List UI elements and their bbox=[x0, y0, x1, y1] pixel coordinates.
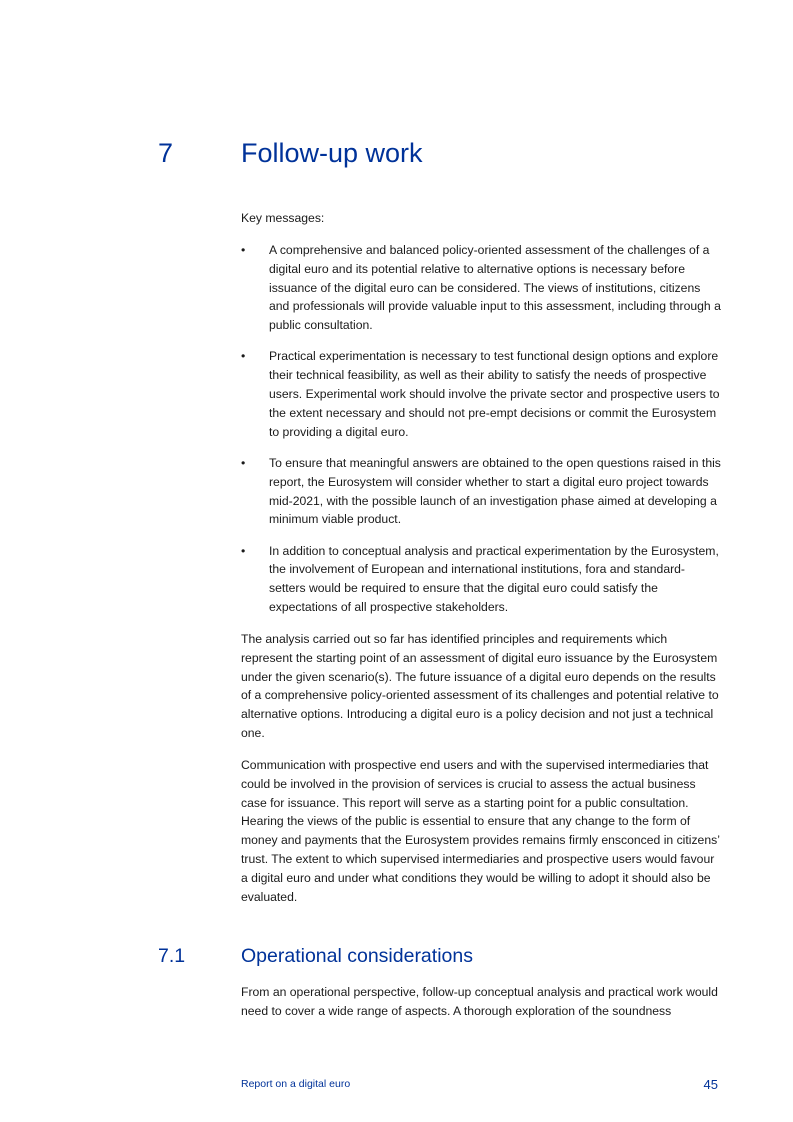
chapter-title: Follow-up work bbox=[241, 138, 423, 168]
list-item-text: In addition to conceptual analysis and practical experimentation by the Eurosystem, the involvement of European and international institutions, fora and standard-setters would be required to ensure that the digital euro could satisfy the expectations of all prospective stakeholders. bbox=[269, 543, 719, 615]
section-title: Operational considerations bbox=[241, 945, 473, 967]
list-item-text: To ensure that meaningful answers are obtained to the open questions raised in this report, the Eurosystem will consider whether to start a digital euro project towards mid-2021, with the possible launch of an investigation phase aimed at developing a minimum viable product. bbox=[269, 455, 721, 527]
list-item bbox=[241, 454, 721, 529]
list-item-text: A comprehensive and balanced policy-oriented assessment of the challenges of a digital euro and its potential relative to alternative options is necessary before issuance of the digital euro can be considered. The views of institutions, citizens and professionals will provide valuable input to this assessment, including through a public consultation. bbox=[269, 243, 721, 333]
body-paragraph: Communication with prospective end users and with the supervised intermediaries that could be involved in the provision of services is crucial to assess the actual business case for issuance. This report will serve as a starting point for a public consultation. Hearing the views of the public is essential to ensure that any change to the form of money and payments that the Eurosystem provides remains firmly ensconced in citizens’ trust. The extent to which supervised intermediaries and prospective users would favour a digital euro and under what conditions they would be willing to adopt it should also be evaluated. bbox=[241, 758, 720, 904]
chapter-number: 7 bbox=[158, 138, 174, 168]
list-item-text: Practical experimentation is necessary to test functional design options and explore their technical feasibility, as well as their ability to satisfy the needs of prospective users. Experimental work should involve the private sector and prospective users to the extent necessary and should not pre-empt decisions or commit the Eurosystem to providing a digital euro. bbox=[269, 349, 720, 439]
key-messages-list bbox=[241, 241, 721, 629]
footer-report-title: Report on a digital euro bbox=[241, 1078, 351, 1090]
bullet-icon: • bbox=[241, 543, 246, 558]
section-intro-paragraph: From an operational perspective, follow-up conceptual analysis and practical work would need to cover a wide range of aspects. A thorough exploration of the soundness bbox=[241, 985, 718, 1018]
page-number: 45 bbox=[703, 1077, 718, 1092]
bullet-icon: • bbox=[241, 349, 246, 364]
bullet-icon: • bbox=[241, 243, 246, 257]
bullet-icon: • bbox=[241, 455, 246, 470]
list-item bbox=[241, 241, 721, 335]
list-item bbox=[241, 542, 721, 617]
section-number: 7.1 bbox=[158, 945, 186, 967]
list-item bbox=[241, 347, 721, 441]
body-paragraph: The analysis carried out so far has identified principles and requirements which represent the starting point of an assessment of digital euro issuance by the Eurosystem under the given scenario(s). The future issuance of a digital euro depends on the results of a comprehensive policy-oriented assessment of its challenges and potential relative to alternative options. Introducing a digital euro is a policy decision and not just a technical one. bbox=[241, 632, 719, 740]
key-messages-label: Key messages: bbox=[241, 211, 325, 225]
